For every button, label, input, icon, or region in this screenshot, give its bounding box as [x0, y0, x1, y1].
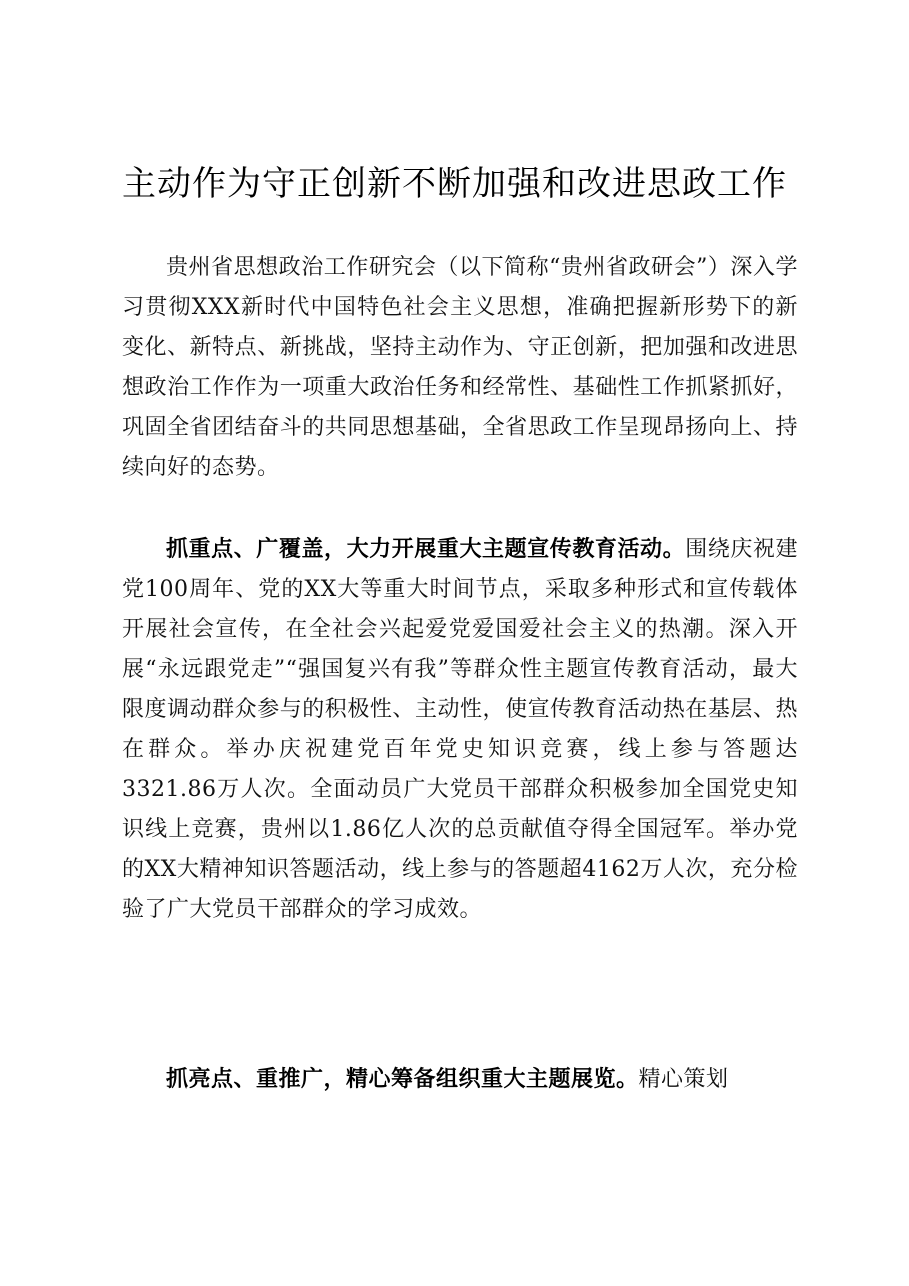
- paragraph-intro-text: 贵州省思想政治工作研究会（以下简称“贵州省政研会”）深入学习贯彻XXX新时代中国特色社会主义思想，准确把握新形势下的新变化、新特点、新挑战，坚持主动作为、守正创新，把加强和改进思想政治工作作为一项重大政治任务和经常性、基础性工作抓紧抓好，巩固全省团结奋斗的共同思想基础，全省思政工作呈现昂扬向上、持续向好的态势。: [122, 255, 798, 480]
- paragraph-theme-campaigns: [122, 530, 798, 930]
- paragraph-exhibitions-heading: 抓亮点、重推广，精心筹备组织重大主题展览。: [166, 1067, 639, 1092]
- document-title: 主动作为守正创新不断加强和改进思政工作: [122, 164, 787, 204]
- paragraph-exhibitions: [122, 1060, 798, 1100]
- paragraph-exhibitions-text: 精心策划: [638, 1067, 729, 1092]
- paragraph-theme-campaigns-heading: 抓重点、广覆盖，大力开展重大主题宣传教育活动。: [166, 537, 686, 562]
- paragraph-theme-campaigns-text: 围绕庆祝建党100周年、党的XX大等重大时间节点，采取多种形式和宣传载体开展社会宣传，在全社会兴起爱党爱国爱社会主义的热潮。深入开展“永远跟党走”“强国复兴有我”等群众性主题宣传教育活动，最大限度调动群众参与的积极性、主动性，使宣传教育活动热在基层、热在群众。举办庆祝建党百年党史知识竞赛，线上参与答题达3321.86万人次。全面动员广大党员干部群众积极参加全国党史知识线上竞赛，贵州以1.86亿人次的总贡献值夺得全国冠军。举办党的XX大精神知识答题活动，线上参与的答题超4162万人次，充分检验了广大党员干部群众的学习成效。: [122, 537, 798, 922]
- paragraph-intro: [122, 248, 798, 488]
